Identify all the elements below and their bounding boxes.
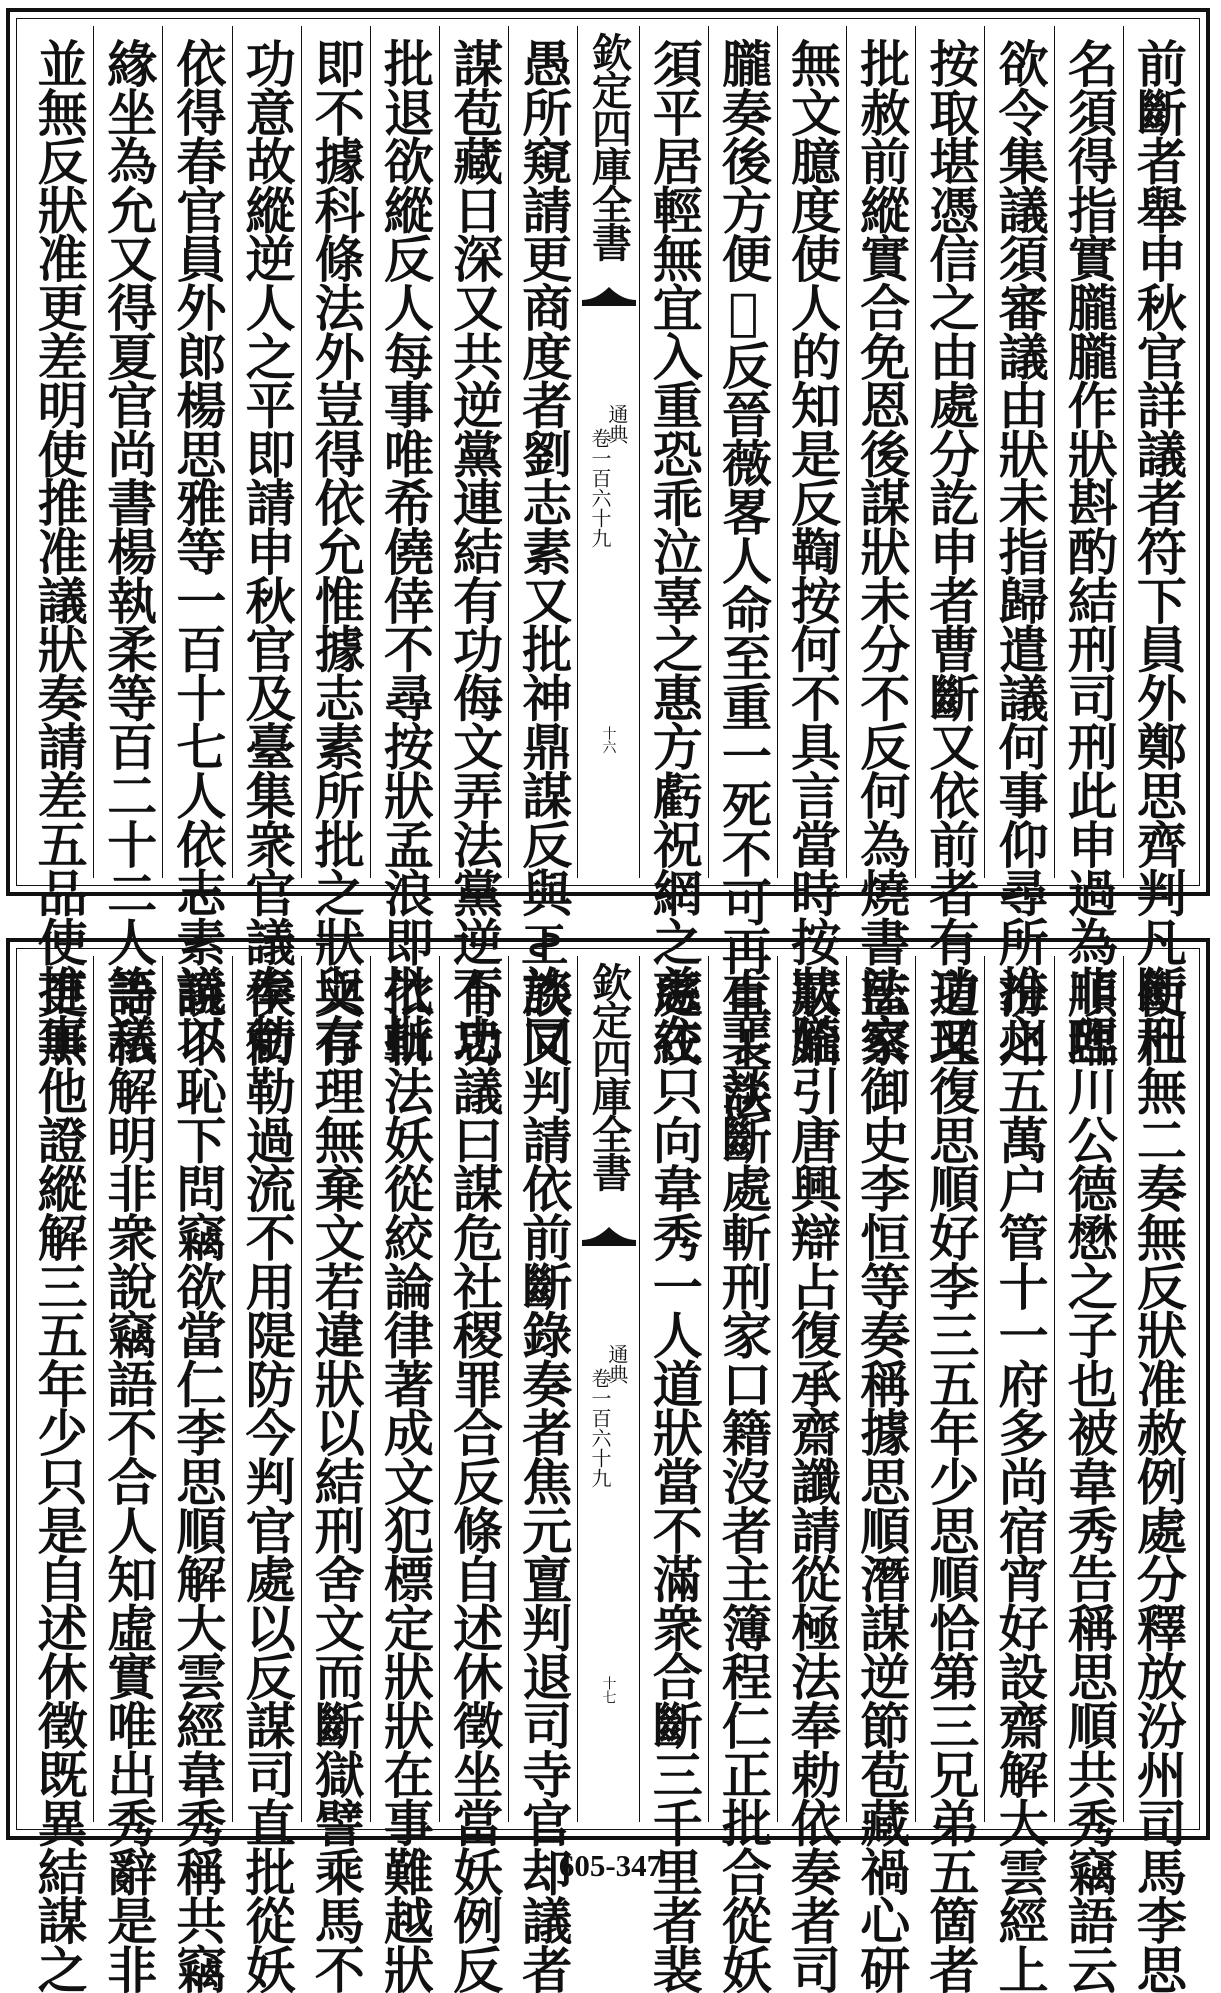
column-text: 謀苞藏日深又共逆黨連結有功侮文弄法黨逆不忠 bbox=[445, 38, 505, 1063]
text-column bbox=[915, 26, 984, 1063]
fishtail-ornament-icon bbox=[582, 284, 636, 306]
source-title: 通典 bbox=[604, 1344, 629, 1384]
column-text: 監察御史李恒等奏稱據思順潛謀逆節苞藏禍心研 bbox=[852, 968, 912, 1993]
text-column bbox=[162, 956, 231, 1993]
center-fold-column bbox=[577, 26, 638, 878]
source-title: 通典 bbox=[604, 404, 629, 444]
column-text: 更無他證縱解三五年少只是自述休徵既異結謀之 bbox=[29, 968, 89, 1993]
collection-title: 欽定四庫全書 bbox=[585, 962, 633, 1190]
column-text: 有功議曰謀危社稷罪合反條自述休徵坐當妖例反 bbox=[445, 968, 505, 1993]
text-column bbox=[708, 956, 777, 1993]
text-column bbox=[984, 956, 1053, 1993]
upper-leaf bbox=[6, 8, 1210, 1121]
text-column bbox=[846, 956, 915, 1993]
text-column bbox=[301, 956, 370, 1993]
column-text: 語私解明非衆說竊語不合人知虛實唯出秀辭是非 bbox=[99, 968, 159, 1993]
column-text: 談又判請依前斷錄奏者焦元亶判退司寺官却議者 bbox=[514, 968, 574, 1993]
column-text: 使杜無二奏無反狀准赦例處分釋放汾州司馬李思 bbox=[1128, 968, 1188, 1993]
text-column bbox=[232, 26, 301, 1063]
text-column bbox=[777, 956, 846, 1993]
text-column bbox=[1123, 956, 1192, 1993]
column-text: 順臨川公德懋之子也被韋秀告稱思順共秀竊語云 bbox=[1059, 968, 1119, 1993]
volume-label: 卷一百六十九 bbox=[588, 428, 613, 548]
column-text: 緣坐為允又得夏官尚書楊執柔等百二十二人等議 bbox=[99, 38, 159, 1063]
column-text: 欲令集議須審議由狀未指歸遣議何事仰尋所推之 bbox=[990, 38, 1050, 1063]
column-text: 處絞只向韋秀一人道狀當不滿衆合斷三千里者裴 bbox=[644, 968, 704, 1993]
column-text: 並無反狀准更差明使推准議狀奏請差五品使推事 bbox=[29, 38, 89, 1063]
column-text: 文存理無棄文若違狀以結刑舍文而斷獄譬乘馬不 bbox=[306, 968, 366, 1993]
folio-number: 十六 bbox=[600, 726, 617, 754]
text-column bbox=[639, 956, 708, 1993]
text-column bbox=[508, 956, 577, 1993]
column-text: 即不據科條法外豈得依允惟據志素所批之狀與有 bbox=[306, 38, 366, 1063]
text-column bbox=[24, 956, 93, 1993]
center-fold-column bbox=[577, 956, 638, 1822]
column-text: 功意故縱逆人之平即請申秋官及臺集衆官議奉勅 bbox=[237, 38, 297, 1063]
column-text: 依得春官員外郎楊思雅等一百十七人依志素議以 bbox=[168, 38, 228, 1063]
column-text: 覈始引唐興辯占復承齋讖請從極法奉勅依奏者司 bbox=[783, 968, 843, 1993]
text-column bbox=[93, 956, 162, 1993]
column-text: 道理復思順好李三五年少思順恰第三兄弟五箇者 bbox=[921, 968, 981, 1993]
column-text: 前斷者舉申秋官詳議者符下員外鄭思齊判凡斷刑 bbox=[1128, 38, 1188, 1063]
text-column bbox=[1123, 26, 1192, 1063]
column-text: 須平居輕無宜入重恐乖泣辜之惠方虧祝網之慈在 bbox=[644, 38, 704, 1063]
text-column bbox=[508, 26, 577, 1063]
text-column bbox=[846, 26, 915, 1063]
text-column bbox=[439, 26, 508, 1063]
text-column bbox=[915, 956, 984, 1993]
column-text: 無文臆度使人的知是反鞫按何不具言當時按狀朧 bbox=[783, 38, 843, 1063]
folio-number: 十七 bbox=[600, 1676, 617, 1704]
text-column bbox=[1054, 956, 1123, 1993]
column-text: 愚所窺請更商度者劉志素又批神鼎謀反與𢀓族同 bbox=[514, 38, 574, 1063]
text-column bbox=[639, 26, 708, 1063]
text-column bbox=[370, 26, 439, 1063]
text-column bbox=[24, 26, 93, 1063]
text-column bbox=[93, 26, 162, 1063]
column-text: 直裴談斷處斬刑家口籍沒者主簿程仁正批合從妖 bbox=[713, 968, 773, 1993]
column-text: 俟銜勒過流不用隄防今判官處以反謀司直批從妖 bbox=[237, 968, 297, 1993]
column-text: 批退欲縱反人每事唯希僥倖不尋按狀孟浪即批批 bbox=[375, 38, 435, 1063]
column-text: 汾州五萬户管十一府多尚宿宵好設齋解大雲經上 bbox=[990, 968, 1050, 1993]
collection-title: 欽定四庫全書 bbox=[585, 32, 633, 260]
volume-label: 卷一百六十九 bbox=[588, 1368, 613, 1488]
upper-leaf-columns bbox=[24, 26, 1192, 1121]
column-text: 名須得指實朧朧作狀斟酌結刑司刑此申過為非理 bbox=[1059, 38, 1119, 1063]
text-column bbox=[301, 26, 370, 1063]
text-column bbox=[370, 956, 439, 1993]
column-text: 朧奏後方便𫟠反晉薇畧人命至重一死不可再生王法 bbox=[713, 38, 773, 1121]
text-column bbox=[708, 26, 777, 1121]
text-column bbox=[439, 956, 508, 1993]
text-column bbox=[162, 26, 231, 1063]
text-column bbox=[1054, 26, 1123, 1063]
text-column bbox=[777, 26, 846, 1063]
column-text: 按取堪憑信之由處分訖申者曹斷又依前者有功又 bbox=[921, 38, 981, 1063]
text-column bbox=[232, 956, 301, 1993]
fishtail-ornament-icon bbox=[582, 1224, 636, 1246]
column-text: 說不恥下問竊欲當仁李思順解大雲經韋秀稱共竊 bbox=[168, 968, 228, 1993]
page-number: 605-347 bbox=[558, 1848, 663, 1883]
text-column bbox=[984, 26, 1053, 1063]
column-text: 批赦前縱實合免恩後謀狀未分不反何為燒書法家 bbox=[852, 38, 912, 1063]
column-text: 依斬法妖從絞論律著成文犯標定狀狀在事難越狀 bbox=[375, 968, 435, 1993]
